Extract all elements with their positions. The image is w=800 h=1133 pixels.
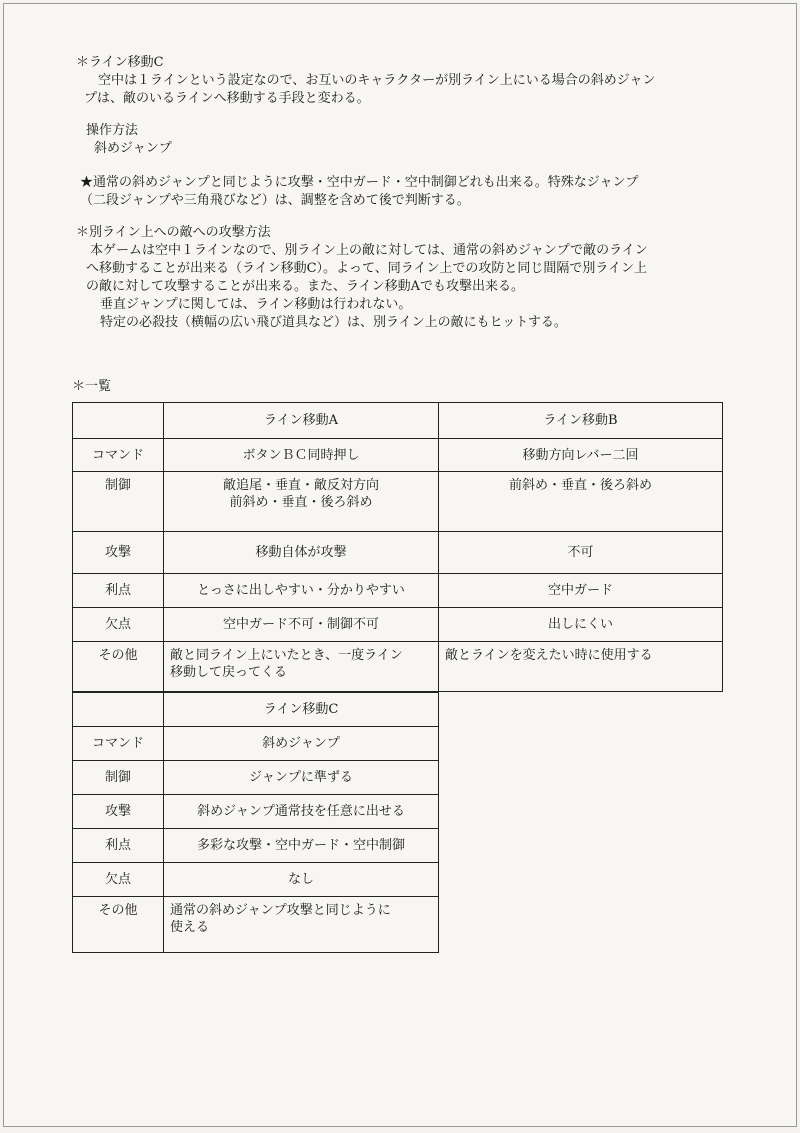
section-line-c-line-1: 空中は１ラインという設定なので、お互いのキャラクターが別ライン上にいる場合の斜めジャン: [98, 73, 656, 88]
section-line-c: [76, 54, 655, 108]
cell-c-line: 使える: [170, 920, 210, 935]
note-line-2: （二段ジャンプや三角飛びなど）は、調整を含めて後で判断する。: [80, 193, 470, 208]
operation-value: 斜めジャンプ: [94, 141, 172, 156]
cell-b: 敵とラインを変えたい時に使用する: [439, 642, 723, 692]
table-row: [73, 897, 439, 953]
table-row: [73, 532, 723, 574]
cell-b: 移動方向レバー二回: [439, 439, 723, 472]
cell-c: なし: [164, 863, 439, 897]
row-label: 利点: [73, 574, 164, 608]
note-block: [80, 174, 638, 210]
table-c-header-row: [73, 693, 439, 727]
table-c-corner-cell: [73, 693, 164, 727]
cell-c: 斜めジャンプ: [164, 727, 439, 761]
cell-a: 空中ガード不可・制御不可: [164, 608, 439, 642]
table-row: [73, 795, 439, 829]
cell-a: ボタンＢＣ同時押し: [164, 439, 439, 472]
cell-c: ジャンプに準ずる: [164, 761, 439, 795]
table-row: [73, 829, 439, 863]
table-row: [73, 761, 439, 795]
row-label: コマンド: [73, 439, 164, 472]
cell-c-line: 通常の斜めジャンプ攻撃と同じように: [170, 903, 391, 918]
document-page: [3, 3, 797, 1127]
section-attack: [76, 224, 648, 332]
cell-a: とっさに出しやすい・分かりやすい: [164, 574, 439, 608]
list-heading: ＊一覧: [72, 379, 112, 394]
table-ab-corner-cell: [73, 403, 164, 439]
comparison-table-c: [72, 692, 439, 953]
section-attack-line-5: 特定の必殺技（横幅の広い飛び道具など）は、別ライン上の敵にもヒットする。: [100, 315, 567, 330]
operation-block: [86, 122, 172, 158]
row-label: コマンド: [73, 727, 164, 761]
header-line-move-b: ライン移動B: [439, 403, 723, 439]
section-attack-heading: ＊別ライン上への敵への攻撃方法: [76, 225, 271, 240]
table-row: [73, 863, 439, 897]
row-label: 欠点: [73, 863, 164, 897]
table-row: [73, 439, 723, 472]
header-line-move-c: ライン移動C: [164, 693, 439, 727]
header-line-move-a: ライン移動A: [164, 403, 439, 439]
section-attack-line-3: の敵に対して攻撃することが出来る。また、ライン移動Aでも攻撃出来る。: [86, 279, 524, 294]
table-row: [73, 727, 439, 761]
row-label: 攻撃: [73, 795, 164, 829]
cell-a: [164, 642, 439, 692]
table-ab-header-row: [73, 403, 723, 439]
section-attack-line-1: 本ゲームは空中１ラインなので、別ライン上の敵に対しては、通常の斜めジャンプで敵のライン: [90, 243, 648, 258]
note-line-1: ★通常の斜めジャンプと同じように攻撃・空中ガード・空中制御どれも出来る。特殊なジャンプ: [80, 175, 639, 190]
cell-a: 移動自体が攻撃: [164, 532, 439, 574]
table-row: [73, 642, 723, 692]
operation-heading: 操作方法: [86, 123, 139, 138]
cell-b: 空中ガード: [439, 574, 723, 608]
row-label: 利点: [73, 829, 164, 863]
section-line-c-heading: ＊ライン移動C: [76, 55, 164, 70]
table-row: [73, 608, 723, 642]
row-label: その他: [73, 642, 164, 692]
cell-a-line: 敵追尾・垂直・敵反対方向: [222, 478, 379, 493]
cell-b: 不可: [439, 532, 723, 574]
row-label: 攻撃: [73, 532, 164, 574]
cell-c: 斜めジャンプ通常技を任意に出せる: [164, 795, 439, 829]
section-attack-line-2: へ移動することが出来る（ライン移動C）。よって、同ライン上での攻防と同じ間隔で別ライン上: [86, 261, 648, 276]
cell-c: 多彩な攻撃・空中ガード・空中制御: [164, 829, 439, 863]
cell-b: 出しにくい: [439, 608, 723, 642]
table-row: [73, 472, 723, 532]
cell-a: [164, 472, 439, 532]
table-row: [73, 574, 723, 608]
cell-c: [164, 897, 439, 953]
comparison-table-ab: [72, 402, 723, 692]
section-attack-line-4: 垂直ジャンプに関しては、ライン移動は行われない。: [100, 297, 412, 312]
cell-a-line: 敵と同ライン上にいたとき、一度ライン: [170, 648, 403, 663]
cell-b: 前斜め・垂直・後ろ斜め: [439, 472, 723, 532]
row-label: 制御: [73, 472, 164, 532]
section-line-c-line-2: プは、敵のいるラインへ移動する手段と変わる。: [84, 91, 370, 106]
row-label: 欠点: [73, 608, 164, 642]
row-label: 制御: [73, 761, 164, 795]
row-label: その他: [73, 897, 164, 953]
cell-a-line: 前斜め・垂直・後ろ斜め: [229, 495, 373, 510]
cell-a-line: 移動して戻ってくる: [170, 665, 288, 680]
